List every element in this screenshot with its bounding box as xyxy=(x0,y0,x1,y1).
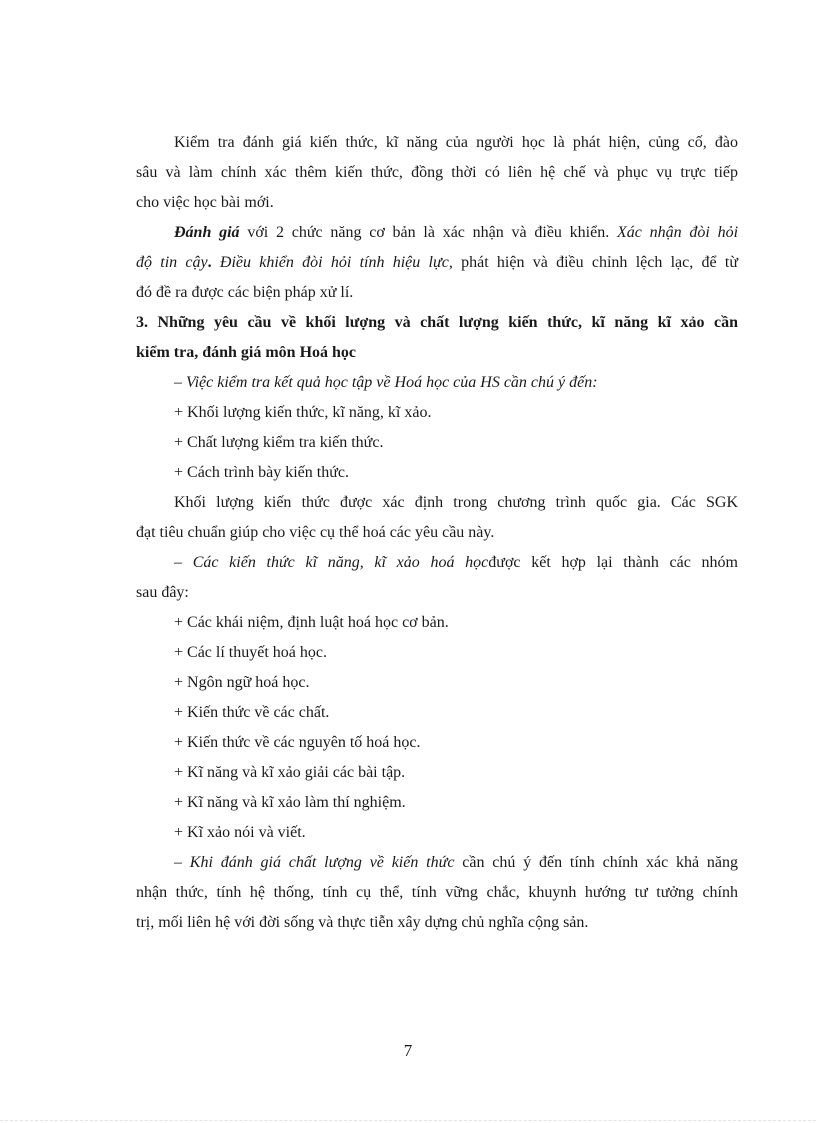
groups-intro-text: được kết hợp lại thành các nhóm xyxy=(488,554,739,571)
paragraph-4-italic: – Khi đánh giá chất lượng về kiến thức xyxy=(174,854,455,871)
list-item: + Các khái niệm, định luật hoá học cơ bản. xyxy=(174,614,449,631)
paragraph-4-line-1 xyxy=(174,853,738,873)
section-heading-line-2: kiểm tra, đánh giá môn Hoá học xyxy=(136,344,357,361)
list-item: + Cách trình bày kiến thức. xyxy=(174,464,349,481)
paragraph-4-line-3: trị, mối liên hệ với đời sống và thực tiễn xây dựng chủ nghĩa cộng sản. xyxy=(136,914,589,931)
list-item: + Các lí thuyết hoá học. xyxy=(174,644,327,661)
list-item: + Kĩ năng và kĩ xảo làm thí nghiệm. xyxy=(174,794,406,811)
paragraph-2-line-3: đó đề ra được các biện pháp xử lí. xyxy=(136,284,354,301)
footer-divider xyxy=(0,1120,816,1121)
paragraph-2-text: với 2 chức năng cơ bản là xác nhận và điều khiển. xyxy=(239,224,617,241)
list-item: + Chất lượng kiểm tra kiến thức. xyxy=(174,434,384,451)
paragraph-4-line-2: nhận thức, tính hệ thống, tính cụ thể, tính vững chắc, khuynh hướng tư tưởng chính xyxy=(136,884,738,901)
groups-intro xyxy=(174,553,738,573)
paragraph-2-line-1 xyxy=(174,223,738,243)
paragraph-1-line-2: sâu và làm chính xác thêm kiến thức, đồng thời có liên hệ chế và phục vụ trực tiếp xyxy=(136,164,738,181)
list-item: + Ngôn ngữ hoá học. xyxy=(174,674,310,691)
list-item: + Khối lượng kiến thức, kĩ năng, kĩ xảo. xyxy=(174,404,432,421)
groups-intro-italic: – Các kiến thức kĩ năng, kĩ xảo hoá học xyxy=(174,554,489,571)
paragraph-3-line-2: đạt tiêu chuẩn giúp cho việc cụ thể hoá các yêu cầu này. xyxy=(136,524,495,541)
list-item: + Kiến thức về các nguyên tố hoá học. xyxy=(174,734,421,751)
paragraph-1-line-1: Kiểm tra đánh giá kiến thức, kĩ năng của người học là phát hiện, củng cố, đào xyxy=(174,134,738,151)
list-item: + Kĩ xảo nói và viết. xyxy=(174,824,306,841)
paragraph-1-line-3: cho việc học bài mới. xyxy=(136,194,274,211)
paragraph-2-italic: Xác nhận đòi hỏi xyxy=(616,224,739,241)
page-number: 7 xyxy=(403,1041,413,1060)
section-heading-line-1: 3. Những yêu cầu về khối lượng và chất lượng kiến thức, kĩ năng kĩ xảo cần xyxy=(136,314,738,331)
term-danh-gia: Đánh giá xyxy=(174,224,240,241)
list-item: + Kĩ năng và kĩ xảo giải các bài tập. xyxy=(174,764,406,781)
list-item: + Kiến thức về các chất. xyxy=(174,704,330,721)
groups-intro-line-2: sau đây: xyxy=(136,584,189,601)
term-do-tin-cay: độ tin cậy xyxy=(136,254,208,271)
paragraph-2-line-2 xyxy=(136,253,738,273)
paragraph-3-line-1: Khối lượng kiến thức được xác định trong chương trình quốc gia. Các SGK xyxy=(174,494,738,511)
term-dieu-khien: Điều khiển đòi hỏi tính hiệu lực, xyxy=(219,254,453,271)
paragraph-2-line-2-text: phát hiện và điều chỉnh lệch lạc, để từ xyxy=(452,254,739,271)
sentence-dot: . xyxy=(207,254,220,271)
paragraph-4-text: cần chú ý đến tính chính xác khả năng xyxy=(454,854,739,871)
check-intro: – Việc kiểm tra kết quả học tập về Hoá học của HS cần chú ý đến: xyxy=(174,374,598,391)
